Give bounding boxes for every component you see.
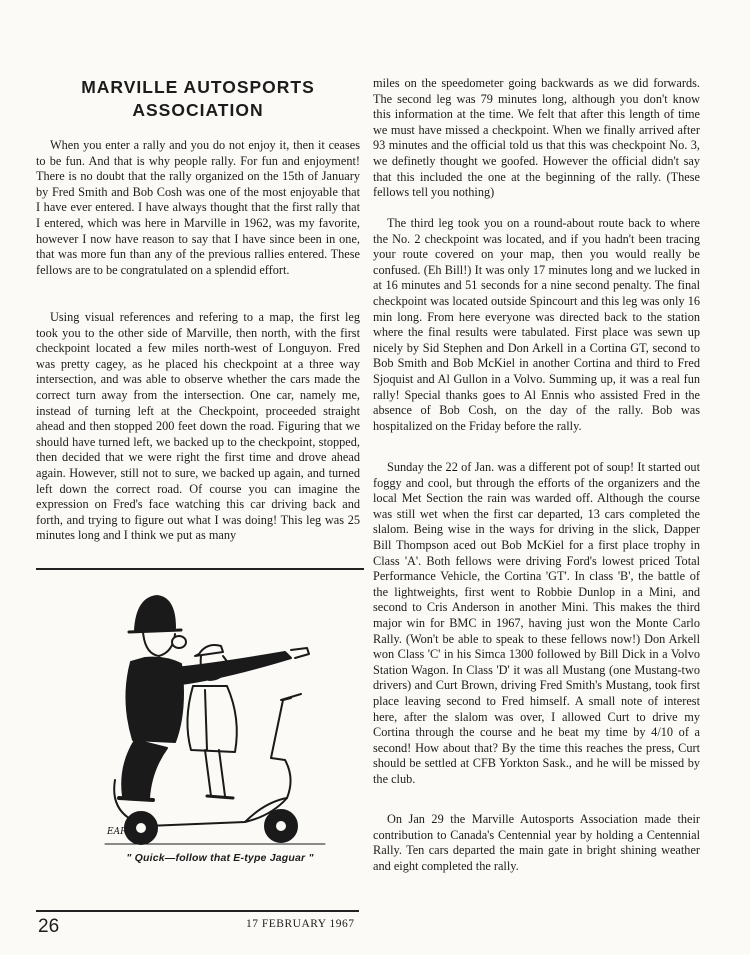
page-number: 26 <box>38 916 60 937</box>
footer-divider <box>36 910 359 912</box>
issue-date: 17 FEBRUARY 1967 <box>246 918 355 930</box>
cartoon-caption: " Quick—follow that E-type Jaguar " <box>126 852 314 864</box>
cartoon-illustration <box>95 590 335 850</box>
paragraph-third-leg: The third leg took you on a round-about route back to where the No. 2 checkpoint was located, and if you hadn't been tracing your route covered on your map, then you would really be confused. (Eh Bill!) It was only 17 minutes long and we lucked in at 16 minutes and 51 seconds for a nine second penalty. The final checkpoint was located outside Spincourt and this leg was only 16 min long. From here everyone was directed back to the station where the final results were tabulated. First place was sewn up nicely by Sid Stephen and Don Arkell in a Cortina GT, second to Bob Smith and Bob McKiel in another Cortina and third to Fred Sjoquist and Al Gullon in a Volvo. Summing up, it was a real fun rally! Special thanks goes to Al Ennis who assisted Fred in the absence of Bob Cosh, on the day of the rally. Bob was hospitalized on the Friday before the rally. <box>373 216 700 433</box>
article-title <box>36 76 360 122</box>
paragraph-intro: When you enter a rally and you do not enjoy it, then it ceases to be fun. And that is why people rally. For fun and enjoyment! There is no doubt that the rally organized on the 15th of January by Fred Smith and Bob Cosh was one of the most enjoyable that I have ever entered. I have always thought that the first rally that I entered, which was here in Marville in 1962, was my favorite, however I now have reason to say that I have since been in one, that was more fun than any of the previous rallies entered. These fellows are to be congratulated on a splendid effort. <box>36 138 360 277</box>
paragraph-centennial-rally: On Jan 29 the Marville Autosports Association made their contribution to Canada's Centennial year by holding a Centennial Rally. Ten cars departed the main gate in bright shining weather and eight completed the rally. <box>373 812 700 873</box>
title-line-2: ASSOCIATION <box>132 100 264 120</box>
paragraph-second-leg: miles on the speedometer going backwards as we did forwards. The second leg was 79 minutes long, although you don't know this information at the time. We felt that after this length of time we must have missed a checkpoint. When we finally arrived after 93 minutes and the official told us that this was checkpoint No. 3, we definetly thought we goofed. However the official didn't say that this included the one at the beginning of the rally. (These fellows tell you nothing) <box>373 76 700 200</box>
paragraph-first-leg: Using visual references and refering to a map, the first leg took you to the other side of Marville, then north, with the first checkpoint located a few miles north-west of Longuyon. Fred was pretty cagey, as he placed his checkpoint at a three way intersection, and was able to observe whether the cars made the correct turn away from the intersection. One car, namely me, instead of turning left at the Checkpoint, proceeded straight ahead and then stopped 200 feet down the road. Figuring that we should have turned left, we backed up to the checkpoint, stopped, then decided that we were right the first time and drove ahead again. However, still not to sure, we backed up again, and turned left down the correct road. Of course you can imagine the expression on Fred's face watching this car driving back and forth, and trying to figure out what I was doing! This leg was 25 minutes long and I think we put as many <box>36 310 360 543</box>
title-line-1: MARVILLE AUTOSPORTS <box>81 77 315 97</box>
cartoon-signature: EARL <box>107 827 133 837</box>
section-divider <box>36 568 364 570</box>
paragraph-slalom: Sunday the 22 of Jan. was a different pot of soup! It started out foggy and cool, but through the efforts of the organizers and the local Met Section the rain was warded off. Although the course was still wet when the first car departed, 13 cars completed the slalom. Being wise in the ways for driving in the slick, Dapper Bill Thompson aced out Bob McKiel for a first place trophy in Class 'A'. Both fellows were driving Ford's lowest priced Total Performance Vehicle, the Cortina 'GT'. In class 'B', the battle of the lightweights, first went to Robbie Dunlop in a Mini, and second to Cris Anderson in another Mini. This makes the third major win for BMC in 1967, having just won the Monte Carlo Rally. (Won't be able to speak to these fellows now!) Don Arkell won Class 'C' in his Simca 1300 followed by Bill Dick in a Volvo Station Wagon. In Class 'D' it was all Mustang (one Mustang-two drivers) and Curt Brown, driving Fred Smith's Mustang, took first place leaving second to Fred himself. A small note of interest here, after the slalom was over, I allowed Curt to drive my Cortina through the course and he beat my time by 4/10 of a second! How about that? By the time this reaches the press, Curt should be settled at CFB Yorkton Sask., and he will be missed by the club. <box>373 460 700 786</box>
